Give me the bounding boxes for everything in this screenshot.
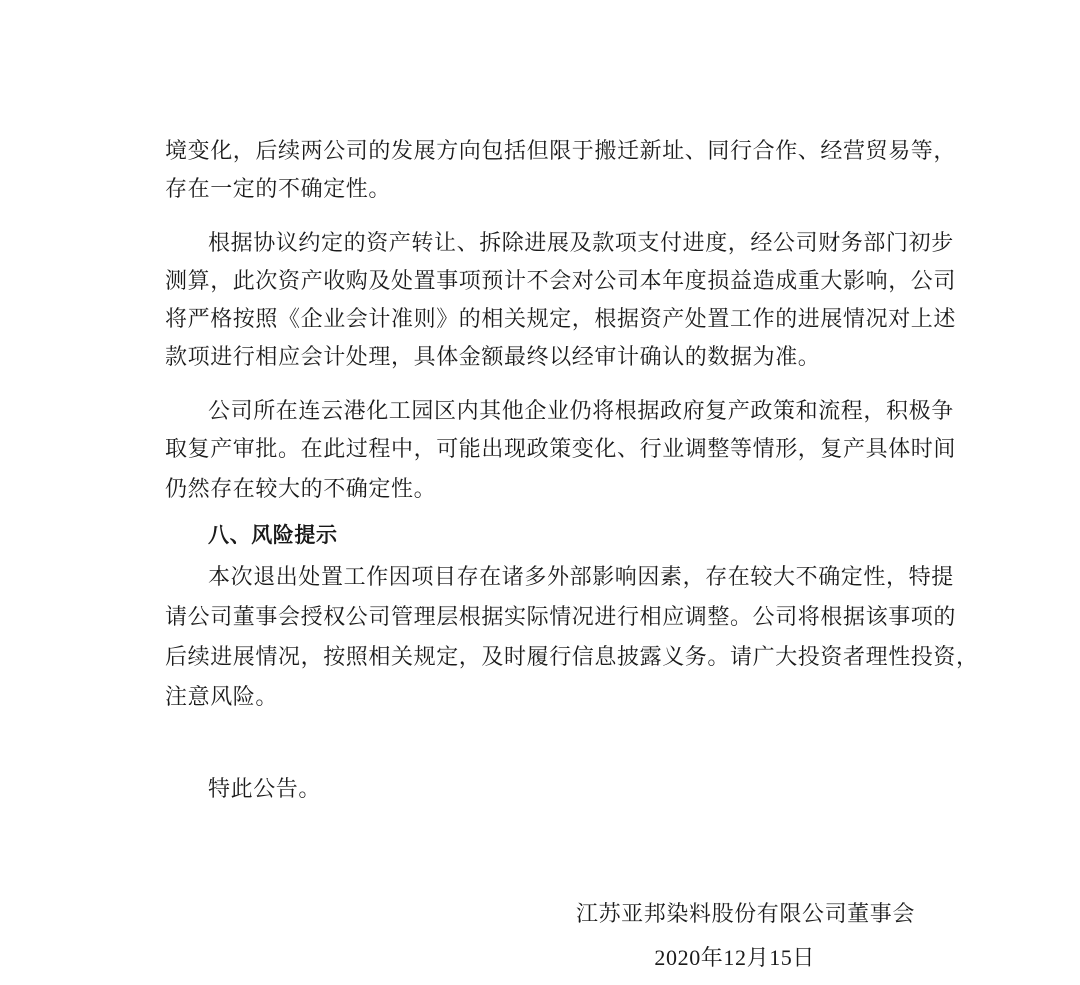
paragraph-line: 公司所在连云港化工园区内其他企业仍将根据政府复产政策和流程，积极争 [208, 399, 954, 424]
paragraph-line: 存在一定的不确定性。 [165, 177, 392, 202]
signature: 江苏亚邦染料股份有限公司董事会 [575, 902, 915, 927]
paragraph-line: 本次退出处置工作因项目存在诸多外部影响因素，存在较大不确定性，特提 [208, 565, 954, 590]
paragraph-line: 仍然存在较大的不确定性。 [165, 477, 437, 502]
paragraph-line: 注意风险。 [165, 685, 279, 710]
closing-text: 特此公告。 [208, 777, 322, 802]
paragraph-line: 境变化，后续两公司的发展方向包括但限于搬迁新址、同行合作、经营贸易等， [165, 139, 957, 164]
paragraph-line: 款项进行相应会计处理，具体金额最终以经审计确认的数据为准。 [165, 345, 821, 370]
paragraph-line: 将严格按照《企业会计准则》的相关规定，根据资产处置工作的进展情况对上述 [165, 307, 957, 332]
section-heading: 八、风险提示 [208, 523, 338, 547]
date: 2020年12月15日 [654, 945, 815, 970]
paragraph-line: 根据协议约定的资产转让、拆除进展及款项支付进度，经公司财务部门初步 [208, 231, 954, 256]
paragraph-line: 请公司董事会授权公司管理层根据实际情况进行相应调整。公司将根据该事项的 [165, 605, 957, 630]
paragraph-line: 测算，此次资产收购及处置事项预计不会对公司本年度损益造成重大影响，公司 [165, 269, 957, 294]
paragraph-line: 取复产审批。在此过程中，可能出现政策变化、行业调整等情形，复产具体时间 [165, 437, 957, 462]
paragraph-line: 后续进展情况，按照相关规定，及时履行信息披露义务。请广大投资者理性投资， [165, 645, 979, 670]
